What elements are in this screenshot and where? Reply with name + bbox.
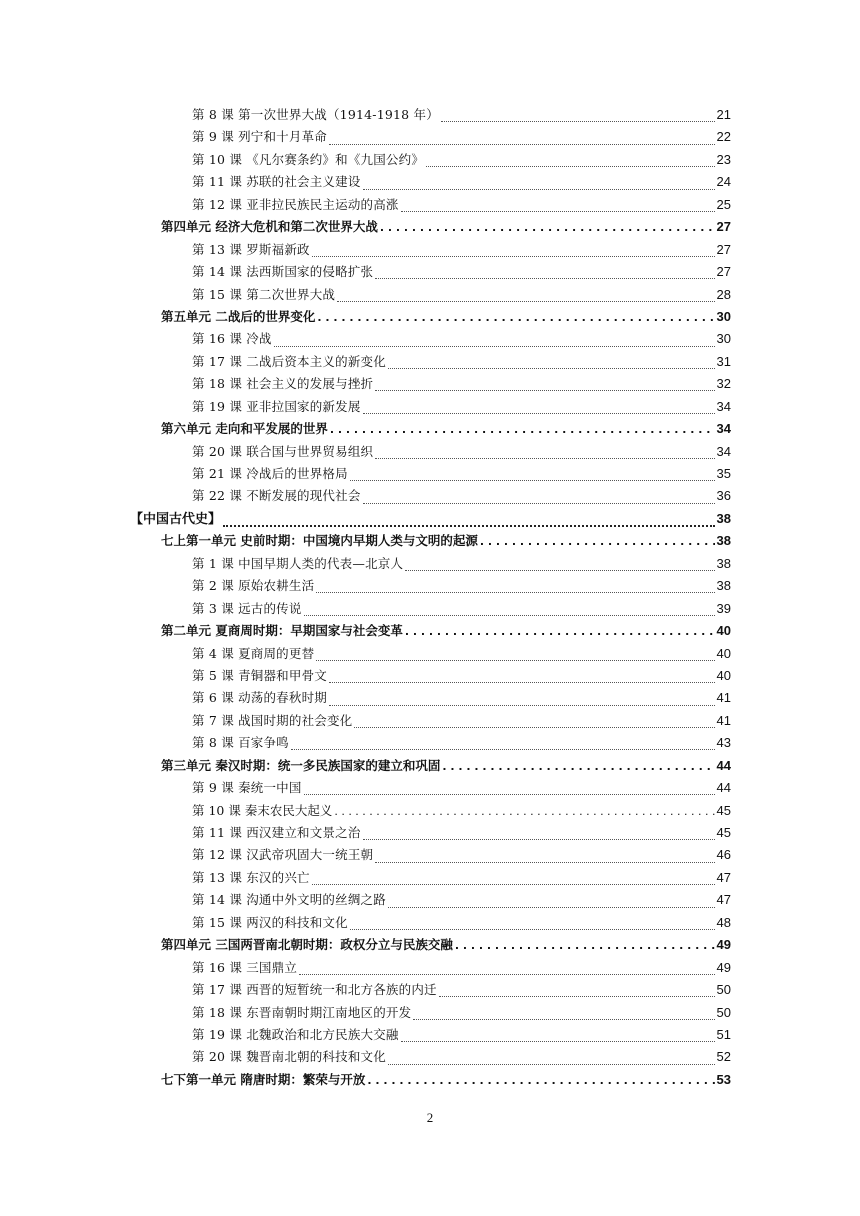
toc-leader-dots <box>426 156 715 167</box>
toc-page-number: 40 <box>716 623 731 639</box>
toc-unit[interactable] <box>130 1069 731 1091</box>
toc-entry-title: 第 4 课 夏商周的更替 <box>192 645 315 661</box>
toc-entry-title: 第 10 课 《凡尔赛条约》和《九国公约》 <box>192 151 425 167</box>
toc-lesson[interactable] <box>130 575 731 597</box>
toc-entry-title: 【中国古代史】 <box>130 511 222 527</box>
toc-unit[interactable] <box>130 934 731 956</box>
toc-page-number: 23 <box>716 151 731 167</box>
toc-leader-dots <box>223 515 715 527</box>
toc-leader-dots <box>304 605 715 616</box>
toc-lesson[interactable] <box>130 979 731 1001</box>
toc-entry-title: 第 21 课 冷战后的世界格局 <box>192 466 348 481</box>
toc-page-number: 47 <box>716 892 731 908</box>
toc-lesson[interactable] <box>130 485 731 507</box>
toc-entry-title: 第 7 课 战国时期的社会变化 <box>192 712 353 728</box>
toc-page-number: 50 <box>716 1004 731 1020</box>
toc-leader-dots <box>363 403 715 414</box>
toc-leader-dots <box>388 897 715 908</box>
toc-page-number: 40 <box>716 667 731 683</box>
toc-entry-title: 第 5 课 青铜器和甲骨文 <box>192 667 327 683</box>
toc-entry-title: 第 20 课 魏晋南北朝的科技和文化 <box>192 1049 386 1065</box>
toc-entry-title: 第 3 课 远古的传说 <box>192 600 302 616</box>
toc-leader-dots <box>455 935 715 956</box>
toc-lesson[interactable] <box>130 665 731 687</box>
toc-lesson[interactable] <box>130 844 731 866</box>
toc-entry-title: 第 19 课 北魏政治和北方民族大交融 <box>192 1026 399 1042</box>
toc-lesson[interactable] <box>130 687 731 709</box>
toc-entry-title: 第五单元 二战后的世界变化 <box>161 308 316 324</box>
toc-page-number: 35 <box>716 466 731 481</box>
toc-page-number: 44 <box>716 780 731 796</box>
toc-page-number: 41 <box>716 690 731 706</box>
toc-page-number: 30 <box>716 331 731 347</box>
toc-leader-dots <box>375 268 714 279</box>
toc-leader-dots <box>312 874 715 885</box>
toc-page-number: 27 <box>716 241 731 257</box>
toc-leader-dots <box>329 695 715 706</box>
toc-lesson[interactable] <box>130 373 731 395</box>
toc-page-number: 51 <box>716 1026 731 1042</box>
toc-page-number: 39 <box>716 600 731 616</box>
toc-page-number: 25 <box>716 196 731 212</box>
toc-lesson[interactable] <box>130 126 731 148</box>
toc-page-number: 27 <box>716 219 731 235</box>
toc-lesson[interactable] <box>130 441 731 463</box>
toc-leader-dots <box>316 650 714 661</box>
toc-page-number: 27 <box>716 264 731 280</box>
toc-leader-dots <box>363 493 715 504</box>
toc-lesson[interactable] <box>130 104 731 126</box>
toc-entry-title: 第 8 课 百家争鸣 <box>192 735 289 751</box>
toc-entry-title: 第 1 课 中国早期人类的代表—北京人 <box>192 555 404 571</box>
toc-lesson[interactable] <box>130 284 731 306</box>
toc-lesson[interactable] <box>130 643 731 665</box>
toc-section[interactable] <box>130 508 731 530</box>
toc-page-number: 38 <box>716 533 731 549</box>
toc-leader-dots <box>304 784 715 795</box>
toc-page-number: 49 <box>716 959 731 975</box>
toc-entry-title: 第 10 课 秦末农民大起义 <box>192 802 333 818</box>
toc-entry-title: 第 22 课 不断发展的现代社会 <box>192 488 361 504</box>
toc-unit[interactable] <box>130 216 731 238</box>
page-number: 2 <box>426 1110 434 1125</box>
toc-leader-dots <box>442 756 714 777</box>
toc-entry-title: 第 13 课 东汉的兴亡 <box>192 869 310 885</box>
toc-entry-title: 第 9 课 秦统一中国 <box>192 780 302 796</box>
toc-lesson[interactable] <box>130 777 731 799</box>
toc-leader-dots <box>405 621 715 642</box>
toc-unit[interactable] <box>130 530 731 552</box>
toc-entry-title: 第 2 课 原始农耕生活 <box>192 578 315 594</box>
toc-page-number: 46 <box>716 847 731 863</box>
toc-entry-title: 第六单元 走向和平发展的世界 <box>161 421 328 437</box>
toc-entry-title: 第 20 课 联合国与世界贸易组织 <box>192 443 374 459</box>
toc-page-number: 32 <box>716 376 731 392</box>
toc-lesson[interactable] <box>130 171 731 193</box>
toc-lesson[interactable] <box>130 800 731 822</box>
toc-page-number: 38 <box>716 578 731 594</box>
toc-leader-dots <box>401 201 715 212</box>
toc-page-number: 21 <box>716 107 731 122</box>
toc-leader-dots <box>329 672 715 683</box>
toc-entry-title: 第 16 课 冷战 <box>192 331 272 347</box>
toc-leader-dots <box>350 919 715 930</box>
toc-entry-title: 第三单元 秦汉时期：统一多民族国家的建立和巩固 <box>161 757 441 773</box>
toc-leader-dots <box>480 531 715 552</box>
toc-lesson[interactable] <box>130 1046 731 1068</box>
toc-unit[interactable] <box>130 755 731 777</box>
toc-lesson[interactable] <box>130 598 731 620</box>
toc-leader-dots <box>316 582 714 593</box>
toc-page-number: 22 <box>716 129 731 145</box>
toc-leader-dots <box>439 986 715 997</box>
toc-entry-title: 第 11 课 西汉建立和文景之治 <box>192 825 361 840</box>
toc-entry-title: 第 9 课 列宁和十月革命 <box>192 129 327 145</box>
toc-lesson[interactable] <box>130 822 731 844</box>
toc-entry-title: 第 15 课 第二次世界大战 <box>192 286 336 302</box>
toc-lesson[interactable] <box>130 867 731 889</box>
toc-page-number: 30 <box>716 308 731 324</box>
toc-leader-dots <box>291 739 715 750</box>
toc-lesson[interactable] <box>130 710 731 732</box>
toc-unit[interactable] <box>130 620 731 642</box>
toc-leader-dots <box>312 246 715 257</box>
toc-page-number: 38 <box>716 510 731 526</box>
toc-entry-title: 第四单元 经济大危机和第二次世界大战 <box>161 219 378 235</box>
toc-entry-title: 第 17 课 二战后资本主义的新变化 <box>192 353 386 369</box>
toc-leader-dots <box>334 801 714 822</box>
toc-page-number: 47 <box>716 869 731 885</box>
toc-lesson[interactable] <box>130 396 731 418</box>
toc-page-number: 34 <box>716 421 731 437</box>
toc-entry-title: 七下第一单元 隋唐时期：繁荣与开放 <box>161 1071 366 1087</box>
toc-lesson[interactable] <box>130 553 731 575</box>
toc-entry-title: 第 13 课 罗斯福新政 <box>192 241 310 257</box>
toc-leader-dots <box>299 964 715 975</box>
toc-entry-title: 第 12 课 汉武帝巩固大一统王朝 <box>192 847 374 863</box>
toc-leader-dots <box>354 717 714 728</box>
toc-page-number: 40 <box>716 645 731 661</box>
table-of-contents <box>130 104 731 1091</box>
toc-lesson[interactable] <box>130 1024 731 1046</box>
toc-leader-dots <box>350 470 715 481</box>
toc-entry-title: 第 14 课 法西斯国家的侵略扩张 <box>192 264 374 280</box>
toc-page-number: 34 <box>716 398 731 414</box>
toc-page-number: 31 <box>716 353 731 369</box>
toc-leader-dots <box>363 829 715 840</box>
toc-entry-title: 第 18 课 社会主义的发展与挫折 <box>192 376 374 392</box>
toc-entry-title: 第 12 课 亚非拉民族民主运动的高涨 <box>192 196 399 212</box>
toc-leader-dots <box>375 380 714 391</box>
toc-lesson[interactable] <box>130 889 731 911</box>
toc-page-number: 43 <box>716 735 731 751</box>
toc-entry-title: 第 6 课 动荡的春秋时期 <box>192 690 327 706</box>
toc-leader-dots <box>367 1070 714 1091</box>
toc-leader-dots <box>405 560 714 571</box>
toc-page-number: 52 <box>716 1049 731 1065</box>
toc-lesson[interactable] <box>130 732 731 754</box>
toc-leader-dots <box>441 111 715 122</box>
toc-page-number: 53 <box>716 1071 731 1087</box>
toc-entry-title: 七上第一单元 史前时期：中国境内早期人类与文明的起源 <box>161 533 478 549</box>
toc-page-number: 41 <box>716 712 731 728</box>
toc-page-number: 45 <box>716 825 731 840</box>
toc-lesson[interactable] <box>130 1002 731 1024</box>
toc-leader-dots <box>401 1031 715 1042</box>
toc-page-number: 34 <box>716 443 731 459</box>
toc-leader-dots <box>363 179 715 190</box>
toc-leader-dots <box>388 358 715 369</box>
toc-entry-title: 第 14 课 沟通中外文明的丝绸之路 <box>192 892 386 908</box>
toc-lesson[interactable] <box>130 194 731 216</box>
toc-page-number: 49 <box>716 937 731 953</box>
toc-entry-title: 第 11 课 苏联的社会主义建设 <box>192 174 361 190</box>
toc-leader-dots <box>380 217 715 238</box>
toc-unit[interactable] <box>130 306 731 328</box>
toc-leader-dots <box>375 448 714 459</box>
toc-entry-title: 第 17 课 西晋的短暂统一和北方各族的内迁 <box>192 982 437 998</box>
toc-leader-dots <box>329 134 715 145</box>
toc-page-number: 50 <box>716 982 731 998</box>
toc-page-number: 44 <box>716 757 731 773</box>
toc-entry-title: 第 19 课 亚非拉国家的新发展 <box>192 398 361 414</box>
toc-leader-dots <box>388 1054 715 1065</box>
toc-leader-dots <box>413 1009 714 1020</box>
toc-leader-dots <box>274 336 715 347</box>
toc-lesson[interactable] <box>130 239 731 261</box>
toc-entry-title: 第 18 课 东晋南朝时期江南地区的开发 <box>192 1004 412 1020</box>
toc-page-number: 28 <box>716 286 731 302</box>
toc-leader-dots <box>375 852 714 863</box>
toc-unit[interactable] <box>130 418 731 440</box>
toc-leader-dots <box>337 291 714 302</box>
toc-lesson[interactable] <box>130 351 731 373</box>
toc-entry-title: 第 15 课 两汉的科技和文化 <box>192 914 348 930</box>
toc-lesson[interactable] <box>130 957 731 979</box>
toc-entry-title: 第四单元 三国两晋南北朝时期：政权分立与民族交融 <box>161 937 453 953</box>
toc-leader-dots <box>330 419 715 440</box>
toc-page-number: 36 <box>716 488 731 504</box>
toc-entry-title: 第 16 课 三国鼎立 <box>192 959 298 975</box>
toc-page-number: 24 <box>716 174 731 190</box>
toc-lesson[interactable] <box>130 463 731 485</box>
toc-entry-title: 第 8 课 第一次世界大战（1914-1918 年） <box>192 107 439 122</box>
toc-lesson[interactable] <box>130 149 731 171</box>
toc-leader-dots <box>317 307 714 328</box>
toc-lesson[interactable] <box>130 261 731 283</box>
toc-page-number: 48 <box>716 914 731 930</box>
toc-page-number: 45 <box>716 802 731 818</box>
toc-lesson[interactable] <box>130 912 731 934</box>
toc-lesson[interactable] <box>130 328 731 350</box>
toc-page-number: 38 <box>716 555 731 571</box>
toc-entry-title: 第二单元 夏商周时期：早期国家与社会变革 <box>161 623 403 639</box>
